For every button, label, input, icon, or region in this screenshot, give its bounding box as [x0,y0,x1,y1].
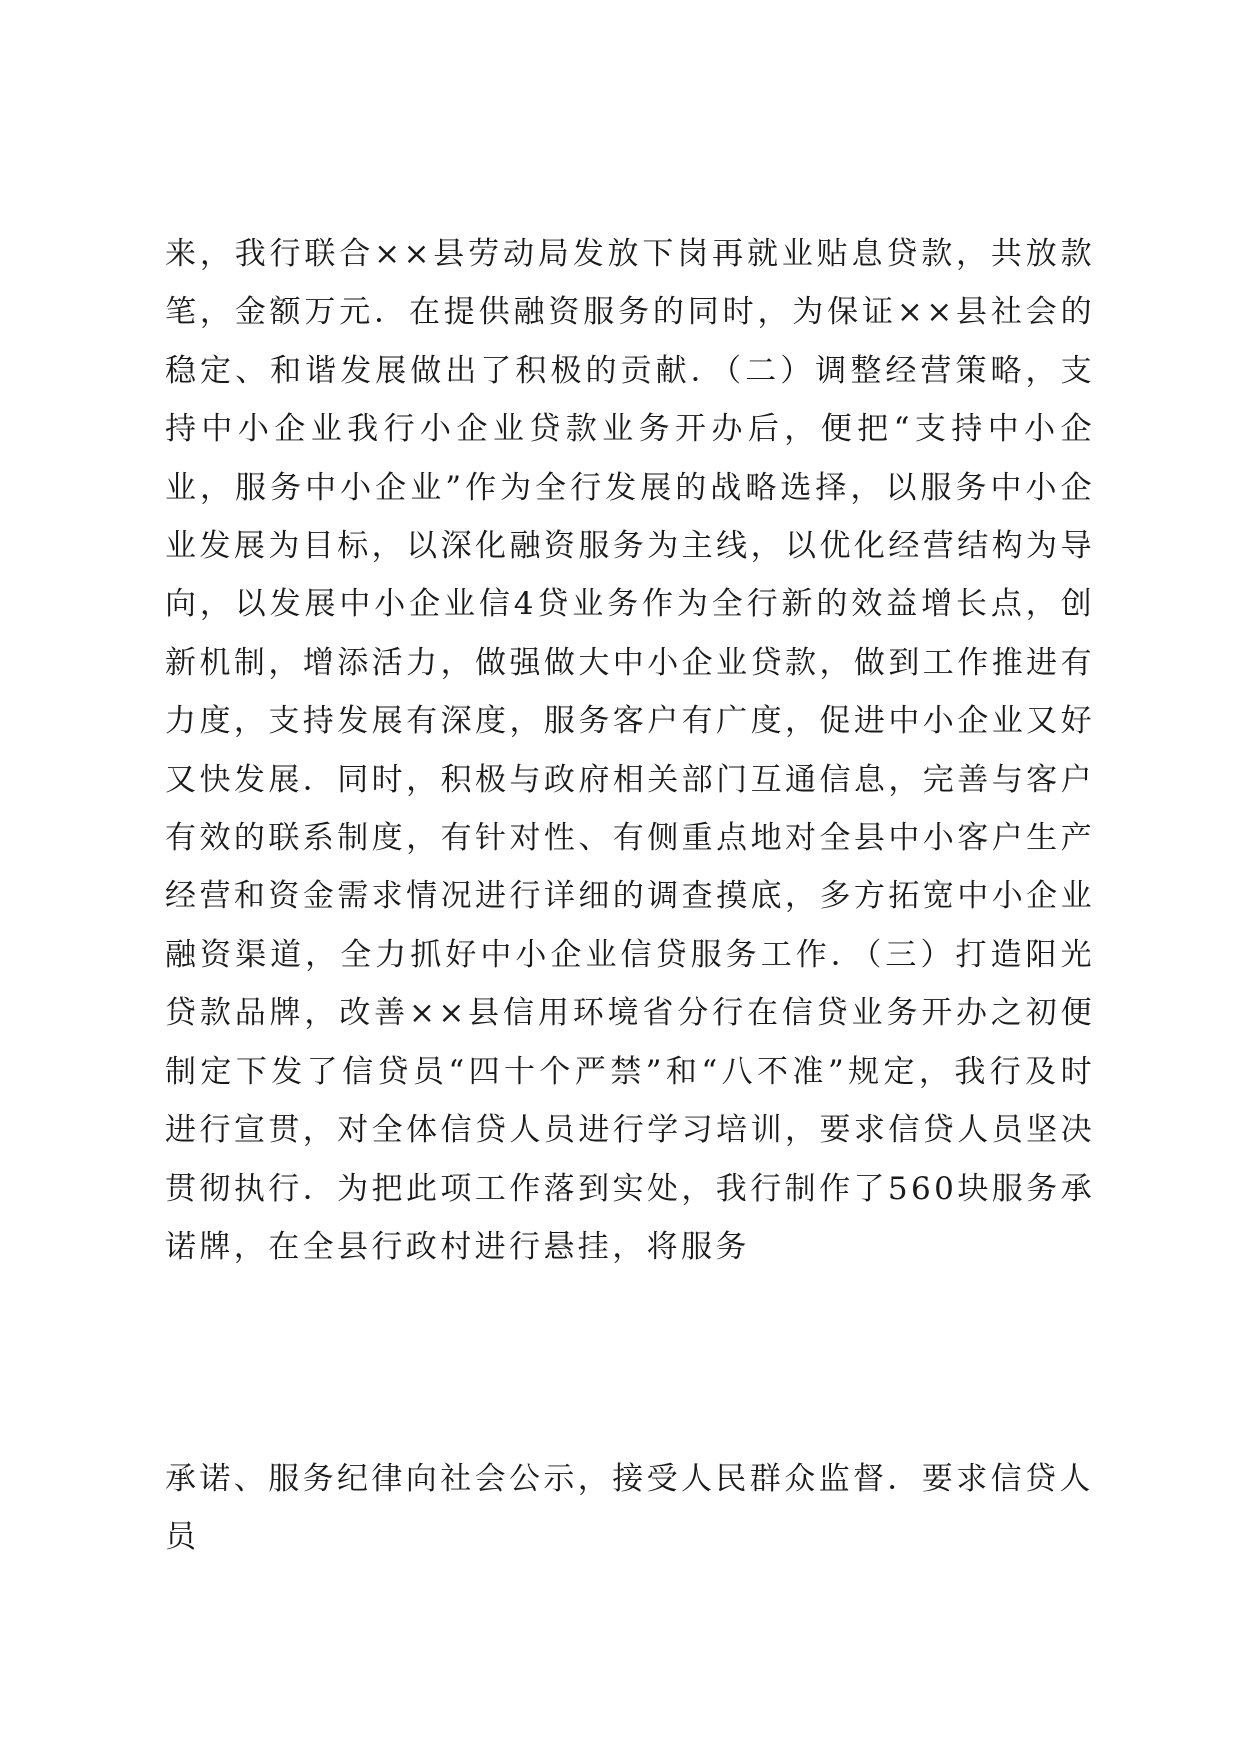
body-paragraph-continuation: 承诺、服务纪律向社会公示，接受人民群众监督．要求信贷人员 [165,1461,1094,1556]
body-paragraph: 来，我行联合××县劳动局发放下岗再就业贴息贷款，共放款笔，金额万元．在提供融资服务的同时，为保证××县社会的稳定、和谐发展做出了积极的贡献．（二）调整经营策略，支持中小企业我行小企业贷款业务开办后，便把“支持中小企业，服务中小企业”作为全行发展的战略选择，以服务中小企业发展为目标，以深化融资服务为主线，以优化经营结构为导向，以发展中小企业信4贷业务作为全行新的效益增长点，创新机制，增添活力，做强做大中小企业贷款，做到工作推进有力度，支持发展有深度，服务客户有广度，促进中小企业又好又快发展．同时，积极与政府相关部门互通信息，完善与客户有效的联系制度，有针对性、有侧重点地对全县中小客户生产经营和资金需求情况进行详细的调查摸底，多方拓宽中小企业融资渠道，全力抓好中小企业信贷服务工作．（三）打造阳光贷款品牌，改善××县信用环境省分行在信贷业务开办之初便制定下发了信贷员“四十个严禁”和“八不准”规定，我行及时进行宣贯，对全体信贷人员进行学习培训，要求信贷人员坚决贯彻执行．为把此项工作落到实处，我行制作了560块服务承诺牌，在全县行政村进行悬挂，将服务 [165,236,1095,1265]
